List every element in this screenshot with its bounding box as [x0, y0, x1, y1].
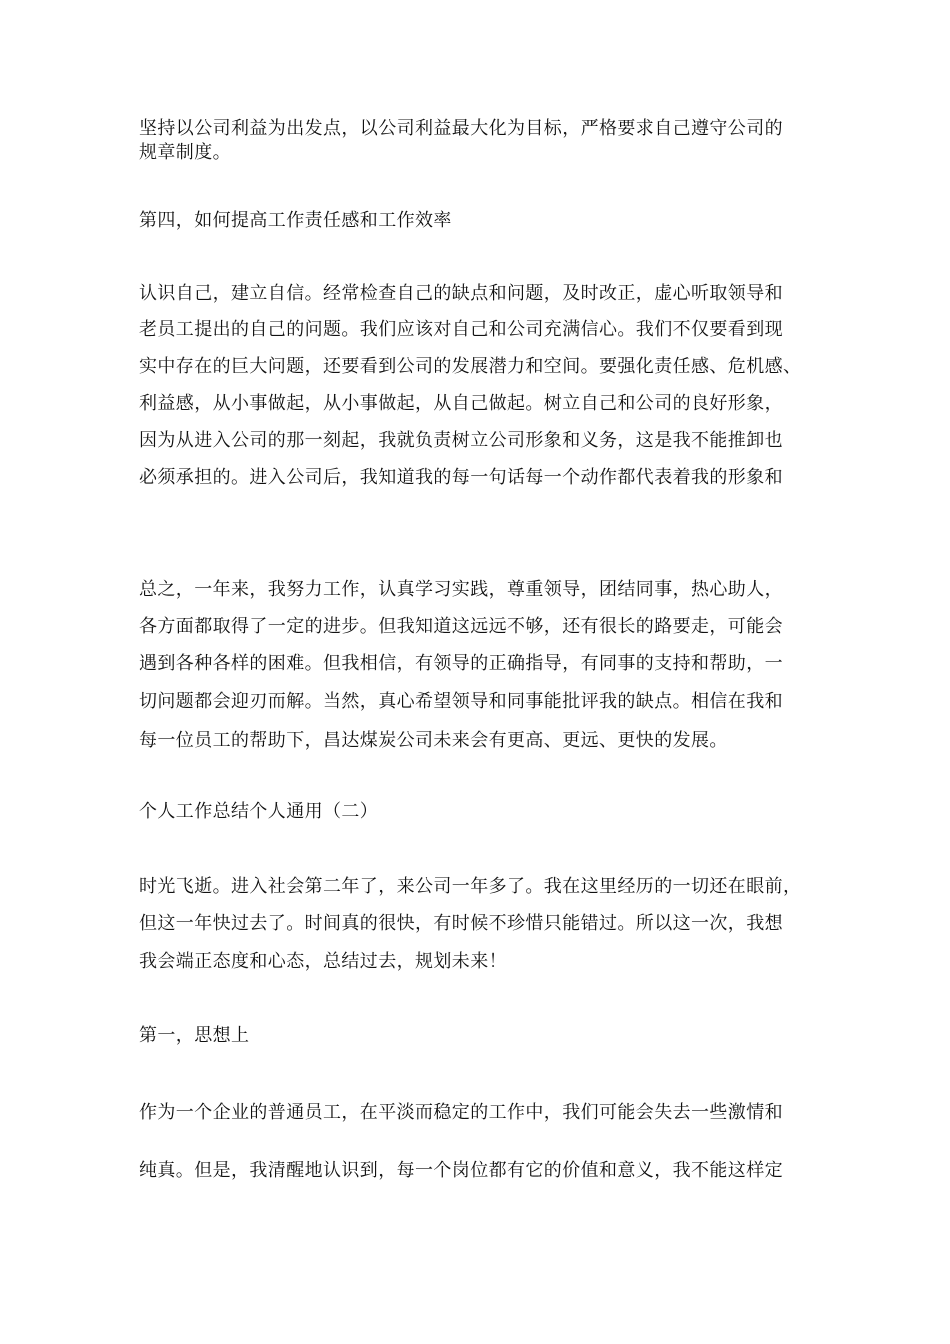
text-line: 总之，一年来，我努力工作，认真学习实践，尊重领导，团结同事，热心助人，: [139, 579, 783, 600]
section-heading: 第一，思想上: [139, 1025, 250, 1046]
text-line: 遇到各种各样的困难。但我相信，有领导的正确指导，有同事的支持和帮助，一: [139, 653, 783, 674]
text-line: 切问题都会迎刃而解。当然，真心希望领导和同事能批评我的缺点。相信在我和: [139, 691, 783, 712]
text-line: 作为一个企业的普通员工，在平淡而稳定的工作中，我们可能会失去一些激情和: [139, 1102, 783, 1123]
text-line: 各方面都取得了一定的进步。但我知道这远远不够，还有很长的路要走，可能会: [139, 616, 783, 637]
section-heading: 个人工作总结个人通用（二）: [139, 801, 379, 822]
text-line: 时光飞逝。进入社会第二年了，来公司一年多了。我在这里经历的一切还在眼前，: [139, 876, 802, 897]
text-line: 坚持以公司利益为出发点，以公司利益最大化为目标，严格要求自己遵守公司的: [139, 118, 783, 139]
text-line: 但这一年快过去了。时间真的很快，有时候不珍惜只能错过。所以这一次，我想: [139, 913, 783, 934]
text-line: 必须承担的。进入公司后，我知道我的每一句话每一个动作都代表着我的形象和: [139, 467, 783, 488]
section-heading: 第四，如何提高工作责任感和工作效率: [139, 210, 452, 231]
text-line: 纯真。但是，我清醒地认识到，每一个岗位都有它的价值和意义，我不能这样定: [139, 1160, 783, 1181]
text-line: 每一位员工的帮助下，昌达煤炭公司未来会有更高、更远、更快的发展。: [139, 730, 728, 751]
text-line: 规章制度。: [139, 142, 231, 163]
text-line: 利益感，从小事做起，从小事做起，从自己做起。树立自己和公司的良好形象，: [139, 393, 783, 414]
text-line: 老员工提出的自己的问题。我们应该对自己和公司充满信心。我们不仅要看到现: [139, 319, 783, 340]
text-line: 我会端正态度和心态，总结过去，规划未来！: [139, 951, 507, 972]
text-line: 实中存在的巨大问题，还要看到公司的发展潜力和空间。要强化责任感、危机感、: [139, 356, 802, 377]
text-line: 认识自己，建立自信。经常检查自己的缺点和问题，及时改正，虚心听取领导和: [139, 283, 783, 304]
text-line: 因为从进入公司的那一刻起，我就负责树立公司形象和义务，这是我不能推卸也: [139, 430, 783, 451]
